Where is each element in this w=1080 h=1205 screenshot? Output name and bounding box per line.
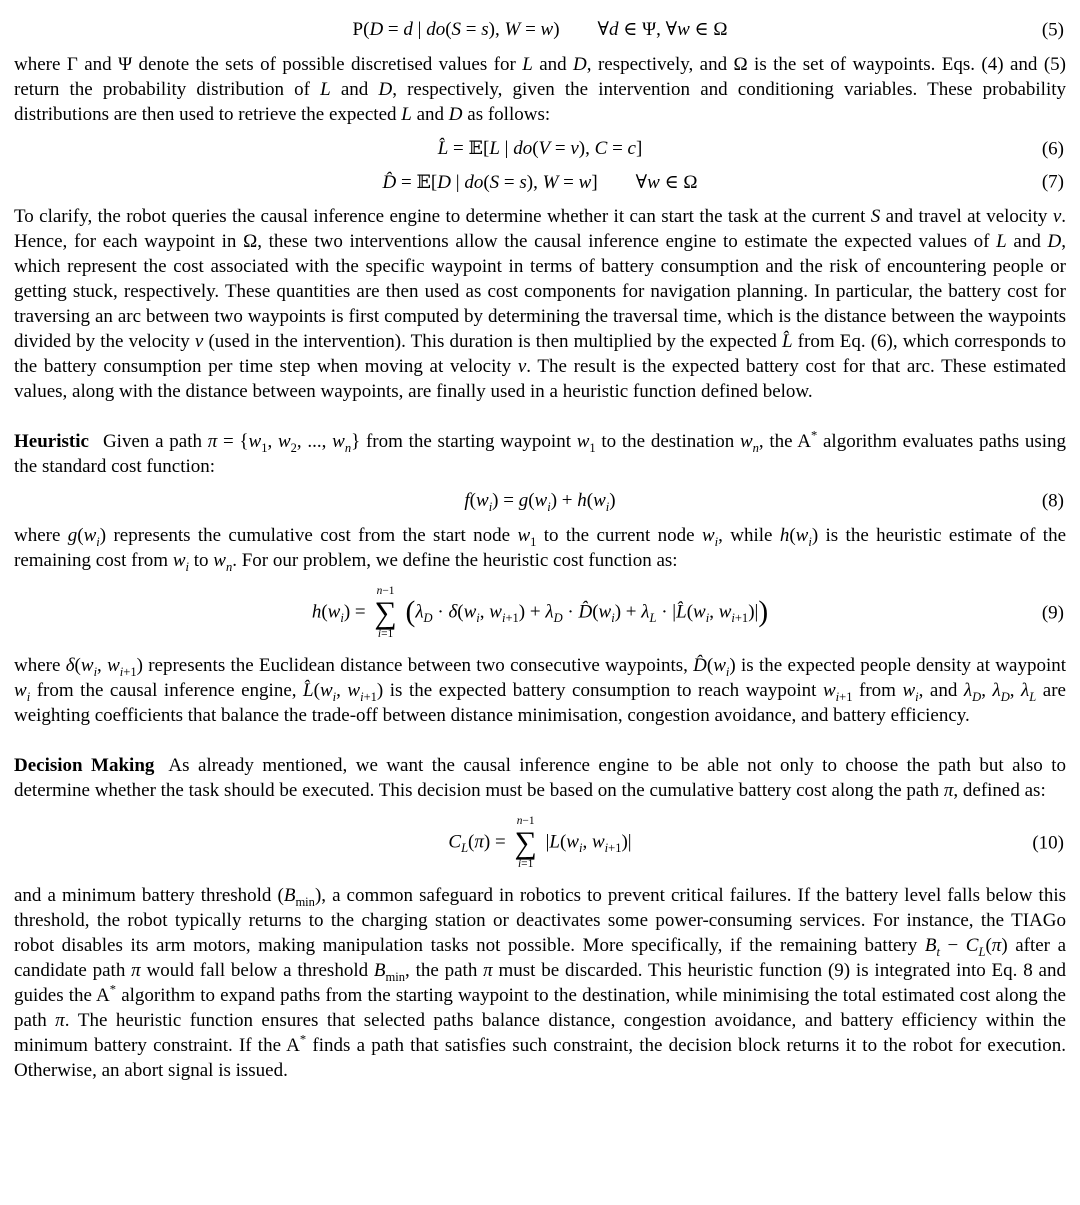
equation-6 bbox=[14, 137, 1066, 161]
decision-making-heading: Decision Making bbox=[14, 754, 155, 776]
equation-8 bbox=[14, 489, 1066, 513]
paragraph-cost-function: where $g(w_i)$ represents the cumulative cost from the start node $w_1$ to the current node $w_i$, while $h(w_i)$ is the heuristic estimate of the remaining cost from $w_i$ to $w_n$. For our problem, we define the heuristic cost function as: bbox=[14, 525, 1067, 574]
equation-10-formula: $C_L(\pi)$ = n−1 ∑ i=1 $|L(w_i$, $w_{i+1})|$ bbox=[448, 814, 632, 870]
paragraph-heuristic bbox=[14, 429, 1066, 479]
equation-8-number: (8) bbox=[1041, 490, 1064, 512]
equation-5-number: (5) bbox=[1041, 19, 1064, 41]
paragraph-clarification: To clarify, the robot queries the causal inference engine to determine whether it can start the task at the current S and travel at velocity v. Hence, for each waypoint in Ω, these two interventions allow the causal inference engine to estimate the expected values of L and D, which represent the cost associated with the specific waypoint in terms of battery consumption and the risk of encountering people or getting stuck, respectively. These quantities are then used as cost components for navigation planning. In particular, the battery cost for traversing an arc between two waypoints is first computed by determining the traversal time, which is the distance between the waypoints divided by the velocity v (used in the intervention). This duration is then multiplied by the expected L̂ from Eq. (6), which corresponds to the battery consumption per time step when moving at velocity v. The result is the expected battery cost for that arc. These estimated values, along with the distance between waypoints, are finally used in a heuristic function defined below. bbox=[14, 206, 1067, 403]
equation-9-number: (9) bbox=[1041, 602, 1064, 624]
equation-9 bbox=[14, 585, 1066, 641]
equation-6-number: (6) bbox=[1041, 138, 1064, 160]
equation-7 bbox=[14, 171, 1066, 195]
equation-6-formula: L̂ = 𝔼[L | do(V = v), C = c] bbox=[437, 137, 643, 159]
equation-5-formula: P(D = d | do(S = s), W = w) ∀d ∈ Ψ, ∀w ∈ Ω bbox=[352, 19, 728, 40]
equation-10-number: (10) bbox=[1032, 832, 1064, 854]
paragraph-heuristic-terms: where $\delta(w_i$, $w_{i+1}$) represents the Euclidean distance between two consecutive waypoints, $D̂(w_i)$ is the expected people density at waypoint $w_i$ from the causal inference engine, $L̂(w_i$, $w_{i+1}$) is the expected battery consumption to reach waypoint $w_{i+1}$ from $w_i$, and $\lambda_D$, $\lambda_D$, $\lambda_L$ are weighting coefficients that balance the trade-off between distance minimisation, congestion avoidance, and battery efficiency. bbox=[14, 654, 1066, 726]
paragraph-decision-making bbox=[14, 753, 1066, 803]
equation-5 bbox=[14, 18, 1066, 42]
paragraph-sets-definition: where Γ and Ψ denote the sets of possible discretised values for L and D, respectively, and Ω is the set of waypoints. Eqs. (4) and (5) return the probability distribution of L and D, respectively, given the intervention and conditioning variables. These probability distributions are then used to retrieve the expected L and D as follows: bbox=[14, 53, 1067, 125]
equation-10 bbox=[14, 815, 1066, 871]
heuristic-body: Given a path $\pi = \{w_1$, $w_2$, ..., $w_n$} from the starting waypoint $w_1$ to the destination $w_n$, the A* algorithm evaluates paths using the standard cost function: bbox=[14, 428, 1067, 478]
decision-making-body: As already mentioned, we want the causal inference engine to be able not only to choose the path but also to determine whether the task should be executed. This decision must be based on the cumulative battery cost along the path π, defined as: bbox=[14, 754, 1066, 801]
equation-9-formula: $h(w_i)$ = n−1 ∑ i=1 ($\lambda_D \cdot \delta(w_i$, $w_{i+1}) + \lambda_D$ · $D̂(w_i) + \lambda_L$ · $|L̂(w_i$, $w_{i+1})|$) bbox=[311, 585, 769, 640]
equation-7-formula: D̂ = 𝔼[D | do(S = s), W = w] ∀w ∈ Ω bbox=[382, 171, 698, 193]
paragraph-battery-threshold: and a minimum battery threshold $(B_{min})$, a common safeguard in robotics to prevent critical failures. If the battery level falls below this threshold, the robot typically returns to the charging station or deactivates some power-consuming services. For instance, the TIAGo robot disables its arm motors, making manipulation tasks not possible. More specifically, if the remaining battery $B_t - C_L(\pi)$ after a candidate path π would fall below a threshold $B_{min}$, the path π must be discarded. This heuristic function (9) is integrated into Eq. 8 and guides the A* algorithm to expand paths from the starting waypoint to the destination, while minimising the total estimated cost along the path π. The heuristic function ensures that selected paths balance distance, congestion avoidance, and battery efficiency within the minimum battery constraint. If the A* finds a path that satisfies such constraint, the decision block returns it to the robot for execution. Otherwise, an abort signal is issued. bbox=[14, 884, 1067, 1081]
heuristic-heading: Heuristic bbox=[14, 431, 89, 453]
equation-8-formula: $f(w_i) = g(w_i) + h(w_i)$ bbox=[464, 490, 616, 515]
equation-7-number: (7) bbox=[1041, 171, 1064, 193]
